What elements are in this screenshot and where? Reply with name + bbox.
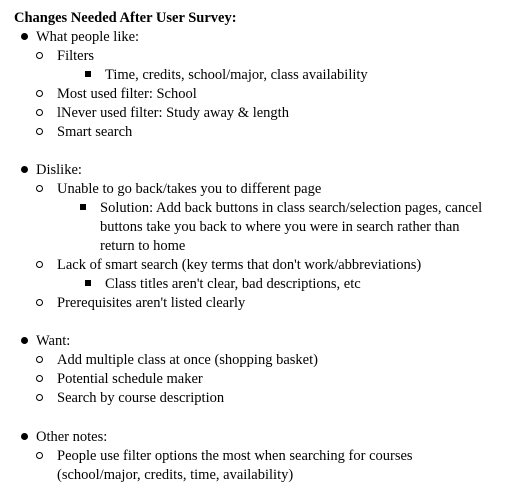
list-item-text: Most used filter: School — [57, 86, 197, 102]
bullet-circle — [29, 104, 49, 123]
section-label: What people like: — [36, 29, 140, 45]
list-item-text: Class titles aren't clear, bad descriptions, etc — [105, 276, 361, 292]
list-item-text: People use filter options the most when searching for courses — [57, 448, 413, 464]
list-item-text: lNever used filter: Study away & length — [57, 105, 289, 121]
bullet-circle — [29, 256, 49, 275]
list-item-text: Search by course description — [57, 390, 225, 406]
list-item-text: Add multiple class at once (shopping basket) — [57, 352, 318, 368]
bullet-circle — [29, 370, 49, 389]
list-item-text: Lack of smart search (key terms that don't work/abbreviations) — [57, 257, 422, 273]
bullet-circle — [29, 180, 49, 199]
bullet-square — [73, 199, 93, 218]
bullet-dot — [14, 332, 34, 351]
section-label: Dislike: — [36, 162, 82, 178]
bullet-square — [78, 275, 98, 294]
list-item-text: (school/major, credits, time, availability) — [57, 467, 294, 483]
bullet-circle — [29, 389, 49, 408]
bullet-circle — [29, 85, 49, 104]
bullet-circle — [29, 123, 49, 142]
document-title: Changes Needed After User Survey: — [14, 10, 237, 26]
list-item-text: Potential schedule maker — [57, 371, 203, 387]
bullet-circle — [29, 447, 49, 466]
section-label: Want: — [36, 333, 71, 349]
list-item-text: Prerequisites aren't listed clearly — [57, 295, 246, 311]
bullet-dot — [14, 28, 34, 47]
list-item-text: return to home — [100, 238, 186, 254]
list-item-text: buttons take you back to where you were in search rather than — [100, 219, 460, 235]
list-item-text: Unable to go back/takes you to different page — [57, 181, 322, 197]
list-item-text: Solution: Add back buttons in class search/selection pages, cancel — [100, 200, 483, 216]
section-label: Other notes: — [36, 429, 108, 445]
bullet-dot — [14, 428, 34, 447]
bullet-circle — [29, 47, 49, 66]
bullet-circle — [29, 294, 49, 313]
list-item-text: Smart search — [57, 124, 133, 140]
bullet-square — [78, 66, 98, 85]
list-item-text: Time, credits, school/major, class availability — [105, 67, 368, 83]
bullet-dot — [14, 161, 34, 180]
list-item-text: Filters — [57, 48, 95, 64]
bullet-circle — [29, 351, 49, 370]
